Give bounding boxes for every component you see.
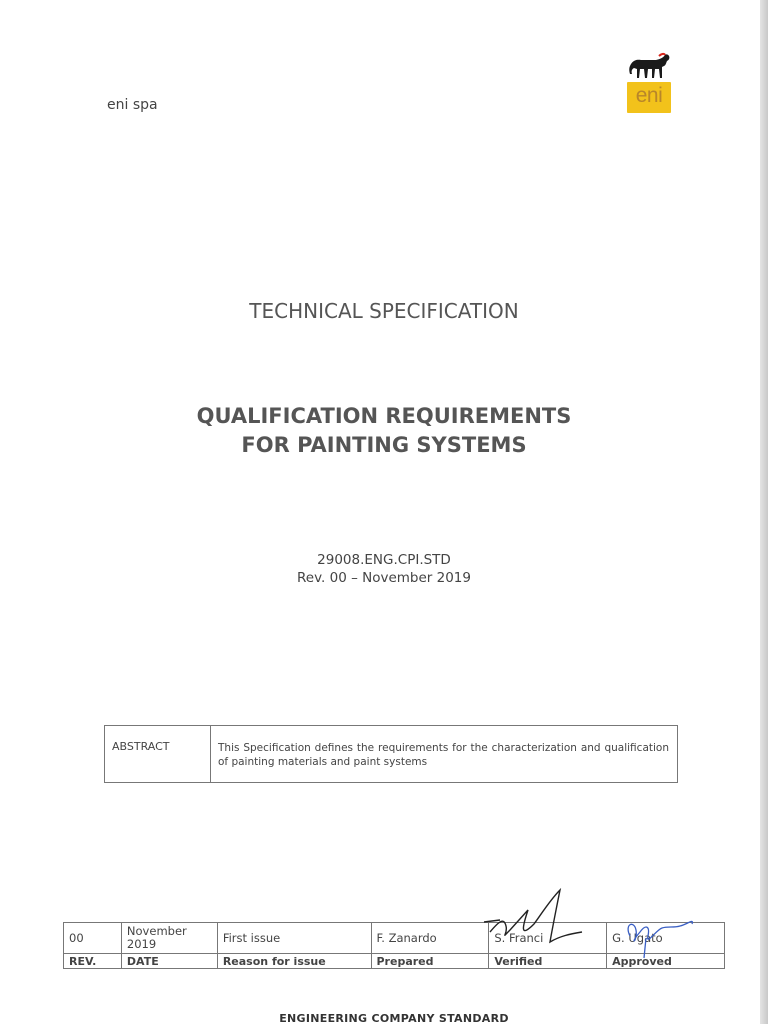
- title-line-1: QUALIFICATION REQUIREMENTS: [196, 404, 572, 428]
- table-row: [64, 923, 725, 954]
- footer-text: ENGINEERING COMPANY STANDARD: [279, 1012, 509, 1025]
- approved-cell: G. Ugato: [607, 923, 725, 954]
- document-type: TECHNICAL SPECIFICATION: [249, 299, 519, 323]
- rev-header: REV.: [64, 954, 122, 969]
- approved-header: Approved: [607, 954, 725, 969]
- rev-cell: 00: [64, 923, 122, 954]
- prepared-header: Prepared: [371, 954, 489, 969]
- eni-logo: [624, 52, 674, 114]
- logo-text: eni: [635, 84, 663, 107]
- document-revision: Rev. 00 – November 2019: [297, 570, 471, 586]
- abstract-label: ABSTRACT: [105, 726, 211, 782]
- document-title: [0, 402, 768, 460]
- document-reference: [0, 551, 768, 587]
- six-legged-dog-icon: [626, 52, 672, 86]
- abstract-text: This Specification defines the requirements for the characterization and qualification of painting materials and paint systems: [218, 742, 669, 768]
- revision-table: [63, 922, 725, 969]
- title-line-2: FOR PAINTING SYSTEMS: [241, 433, 527, 457]
- verified-header: Verified: [489, 954, 607, 969]
- reason-header: Reason for issue: [217, 954, 371, 969]
- abstract-box: [104, 725, 678, 783]
- prepared-cell: F. Zanardo: [371, 923, 489, 954]
- document-code: 29008.ENG.CPI.STD: [317, 552, 451, 568]
- reason-cell: First issue: [217, 923, 371, 954]
- logo-box: [627, 82, 671, 113]
- page-edge: [760, 0, 768, 1024]
- verified-cell: S. Franci: [489, 923, 607, 954]
- company-name: eni spa: [107, 97, 158, 113]
- date-cell: November 2019: [121, 923, 217, 954]
- date-header: DATE: [121, 954, 217, 969]
- table-header-row: [64, 954, 725, 969]
